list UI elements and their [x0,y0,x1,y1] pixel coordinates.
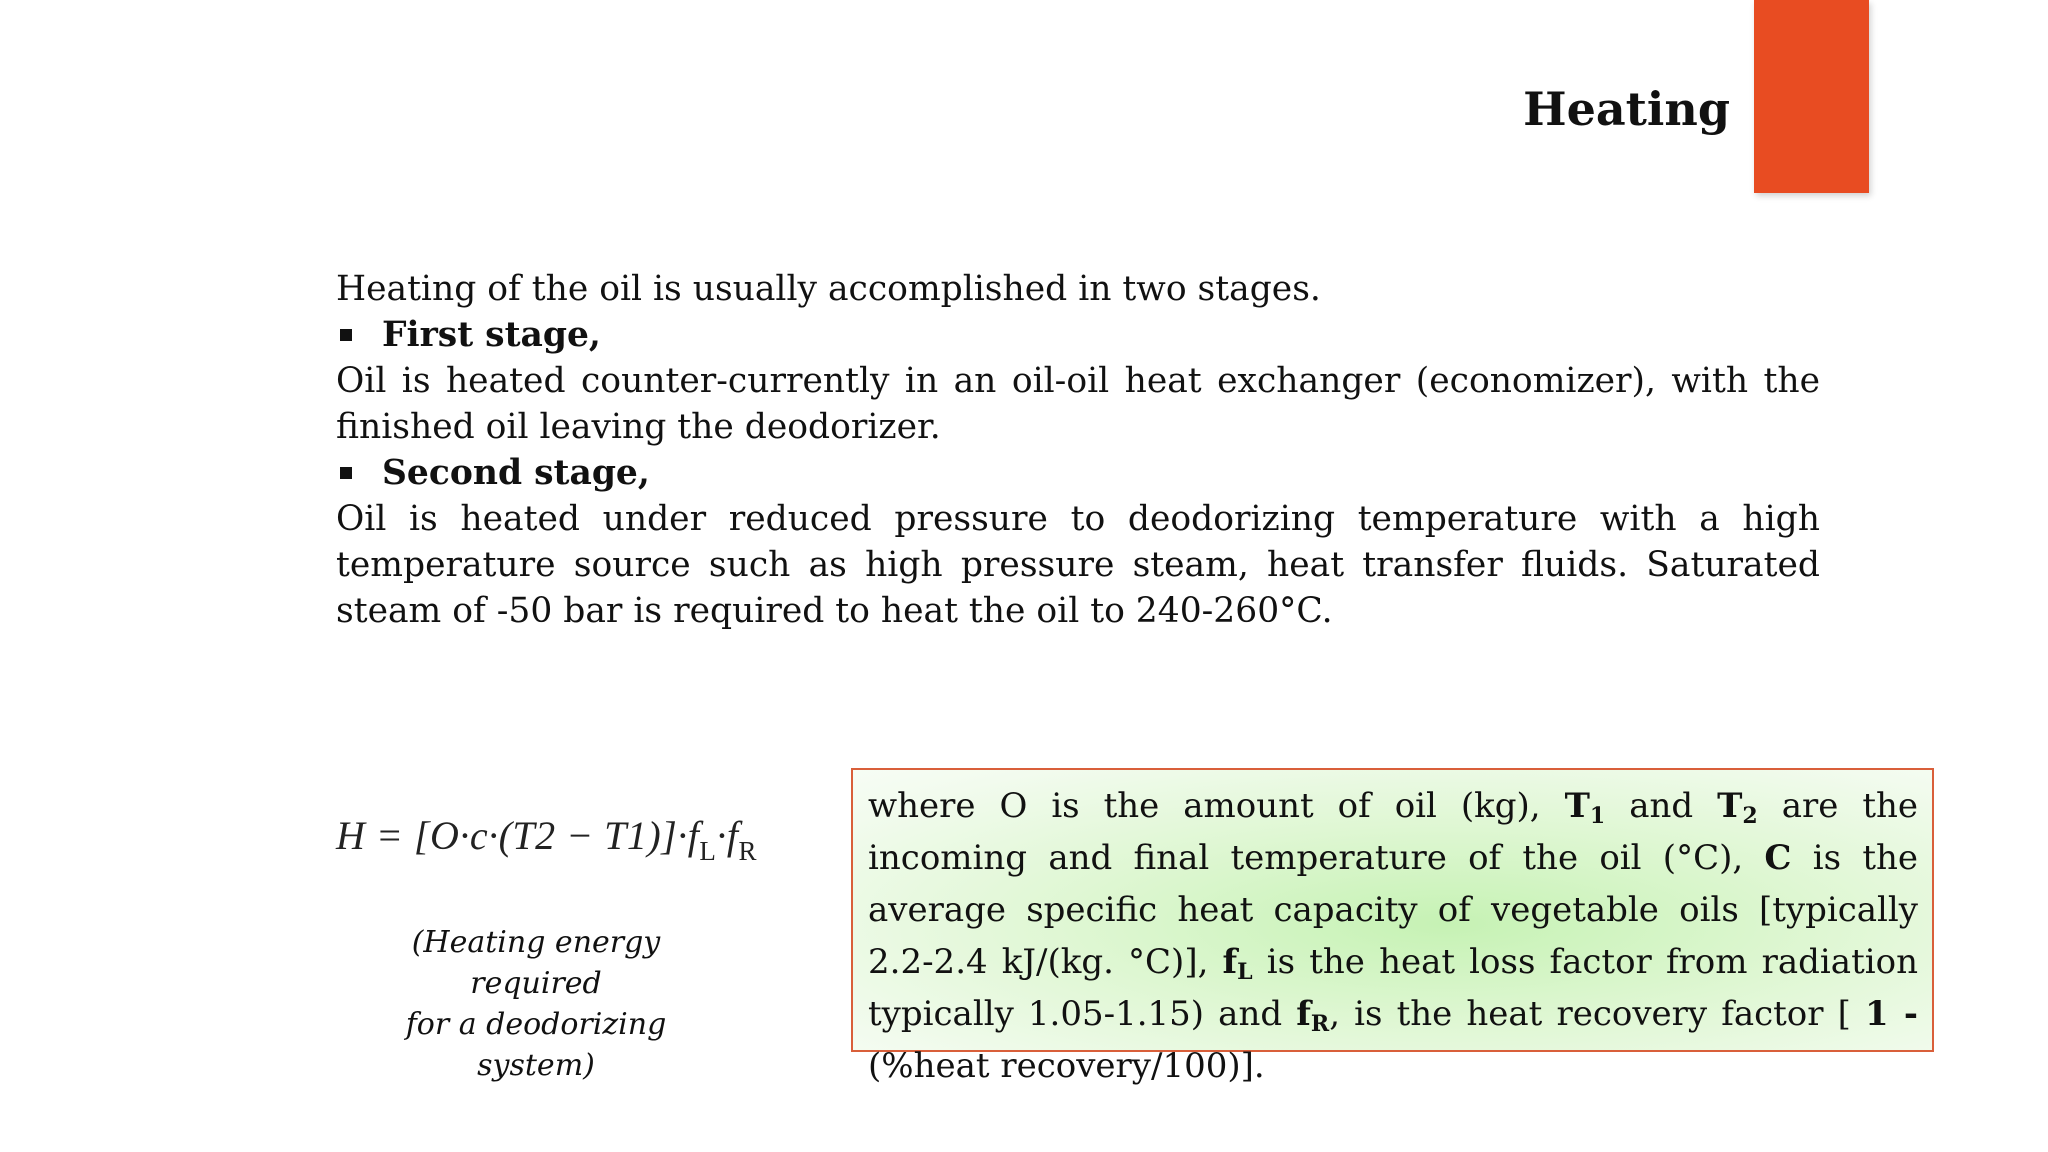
def-text-4: is the heat loss factor from radiation typically 1.05-1.15) and [868,942,1918,1034]
def-text-and: and [1629,786,1694,826]
def-one-minus: 1 - [1865,994,1918,1034]
heating-energy-formula [336,812,757,867]
second-stage-heading: Second stage, [382,453,650,493]
caption-line-1: (Heating energy required [411,925,661,1001]
bullet-first-stage [336,312,1820,358]
def-fl-sub: L [1237,959,1253,985]
def-text-6: (%heat recovery/100)]. [868,1046,1265,1086]
def-text-5: , is the heat recovery factor [ [1329,994,1851,1034]
second-stage-text: Oil is heated under reduced pressure to deodorizing temperature with a high temperature source such as high pressure steam, heat transfer fluids. Saturated steam of -50 bar is required to heat the oil to 240-260°C. [336,499,1820,631]
square-bullet-icon [340,329,352,341]
formula-caption [346,922,726,1086]
first-stage-text: Oil is heated counter-currently in an oil-oil heat exchanger (economizer), with the finished oil leaving the deodorizer. [336,361,1820,447]
formula-main: H = [O·c·(T2 − T1)]·f [336,813,700,858]
def-text-1: where O is the amount of oil (kg), [868,786,1541,826]
def-c-symbol: C [1764,838,1792,878]
intro-text: Heating of the oil is usually accomplished in two stages. [336,269,1321,309]
square-bullet-icon [340,467,352,479]
accent-bar [1754,0,1869,193]
def-fr-symbol: f [1296,994,1311,1034]
def-t1-symbol: T [1564,786,1590,826]
formula-sub-r: R [738,836,758,866]
def-t2-symbol: T [1717,786,1743,826]
def-fl-symbol: f [1222,942,1238,982]
def-fr-sub: R [1310,1011,1330,1037]
definition-box [851,768,1934,1086]
body-text [336,266,1820,634]
def-text-3: is the average specific heat capacity of vegetable oils [typically 2.2-2.4 kJ/(kg. °C)], [868,838,1919,982]
bullet-second-stage [336,450,1820,496]
caption-line-2: for a deodorizing system) [405,1007,667,1083]
first-stage-heading: First stage, [382,315,601,355]
def-t1-sub: 1 [1589,803,1606,829]
def-t2-sub: 2 [1742,803,1758,829]
formula-sub-l: L [699,836,717,866]
formula-dot: ·f [716,813,739,858]
def-text-2: are the incoming and final temperature of the oil (°C), [868,786,1919,878]
slide-title: Heating [1523,82,1730,136]
